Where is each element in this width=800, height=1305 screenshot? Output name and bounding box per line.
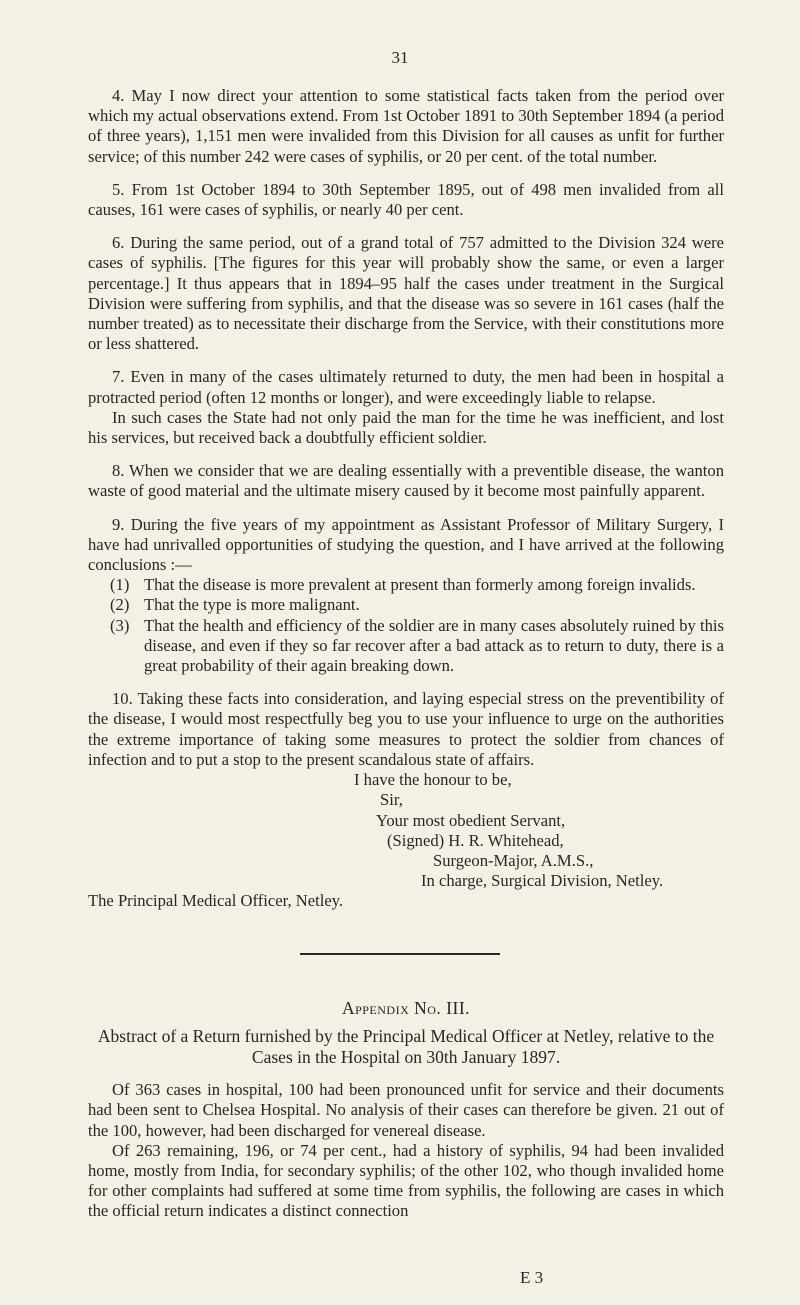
list-item	[110, 595, 724, 615]
addressee: The Principal Medical Officer, Netley.	[88, 891, 344, 911]
paragraph-4: 4. May I now direct your attention to some statistical facts taken from the period over which my actual observations extend. From 1st October 1891 to 30th September 1894 (a period of three years), 1,151 men were invalided from this Division for all causes as unfit for further service; of this number 242 were cases of syphilis, or 20 per cent. of the total number.	[88, 86, 724, 166]
appendix-paragraph-2: Of 263 remaining, 196, or 74 per cent., had a history of syphilis, 94 had been invalided home, mostly from India, for secondary syphilis; of the other 102, who though invalided home for other complaints had suffered at some time from syphilis, the following are cases in which the official return indicates a distinct connection	[88, 1140, 724, 1221]
appendix-paragraph-1: Of 363 cases in hospital, 100 had been pronounced unfit for service and their documents had been sent to Chelsea Hospital. No analysis of their cases can therefore be given. 21 out of the 100, however, had been discharged for venereal disease.	[88, 1080, 724, 1140]
paragraph-7a: 7. Even in many of the cases ultimately returned to duty, the men had been in hospital a protracted period (often 12 months or longer), and were exceedingly liable to relapse.	[88, 367, 724, 407]
paragraph-8: 8. When we consider that we are dealing essentially with a preventible disease, the wanton waste of good material and the ultimate misery caused by it become most painfully apparent.	[88, 461, 724, 501]
list-item-number: (3)	[110, 615, 130, 635]
section-divider	[300, 953, 500, 955]
paragraph-6: 6. During the same period, out of a grand total of 757 admitted to the Division 324 were cases of syphilis. [The figures for this year will probably show the same, or even a larger percentage.] It thus appears that in 1894–95 half the cases under treatment in the Surgical Division were suffering from syphilis, and that the disease was so severe in 161 cases (half the number treated) as to necessitate their discharge from the Service, with their constitutions more or less shattered.	[88, 233, 724, 354]
paragraph-5: 5. From 1st October 1894 to 30th September 1895, out of 498 men invalided from all causes, 161 were cases of syphilis, or nearly 40 per cent.	[88, 179, 724, 220]
closing-signed: (Signed) H. R. Whitehead,	[387, 830, 564, 850]
paragraph-9: 9. During the five years of my appointment as Assistant Professor of Military Surgery, I have had unrivalled opportunities of studying the question, and I have arrived at the following conclusions :—	[88, 514, 724, 575]
letter-closing	[88, 770, 724, 911]
list-item-text: That the type is more malignant.	[144, 595, 360, 615]
closing-servant: Your most obedient Servant,	[376, 810, 566, 830]
list-item	[110, 575, 724, 595]
list-item-text: That the health and efficiency of the soldier are in many cases absolutely ruined by this disease, and even if they so far recover after a bad attack as to return to duty, there is a great probability of their again breaking down.	[144, 615, 724, 676]
appendix-section	[88, 998, 724, 1222]
page-number: 31	[391, 48, 409, 67]
list-item-number: (2)	[110, 595, 130, 615]
letter-body	[88, 86, 724, 912]
closing-charge: In charge, Surgical Division, Netley.	[421, 871, 664, 891]
closing-salutation: Sir,	[380, 790, 403, 810]
paragraph-7b: In such cases the State had not only paid the man for the time he was inefficient, and lost his services, but received back a doubtfully efficient soldier.	[88, 407, 724, 448]
appendix-abstract: Abstract of a Return furnished by the Principal Medical Officer at Netley, relative to the Cases in the Hospital on 30th January 1897.	[97, 1026, 715, 1068]
appendix-heading: Appendix No. III.	[341, 998, 471, 1018]
closing-rank: Surgeon-Major, A.M.S.,	[433, 850, 594, 870]
paragraph-10: 10. Taking these facts into consideration, and laying especial stress on the preventibility of the disease, I would most respectfully beg you to use your influence to urge on the authorities the extreme importance of taking some measures to protect the soldier from chances of infection and to put a stop to the present scandalous state of affairs.	[88, 689, 724, 769]
list-item-number: (1)	[110, 575, 130, 595]
signature-mark: E 3	[520, 1268, 544, 1287]
list-item-text: That the disease is more prevalent at present than formerly among foreign invalids.	[144, 575, 696, 595]
conclusions-list	[88, 575, 724, 676]
list-item	[110, 616, 724, 677]
closing-honour: I have the honour to be,	[354, 770, 512, 790]
